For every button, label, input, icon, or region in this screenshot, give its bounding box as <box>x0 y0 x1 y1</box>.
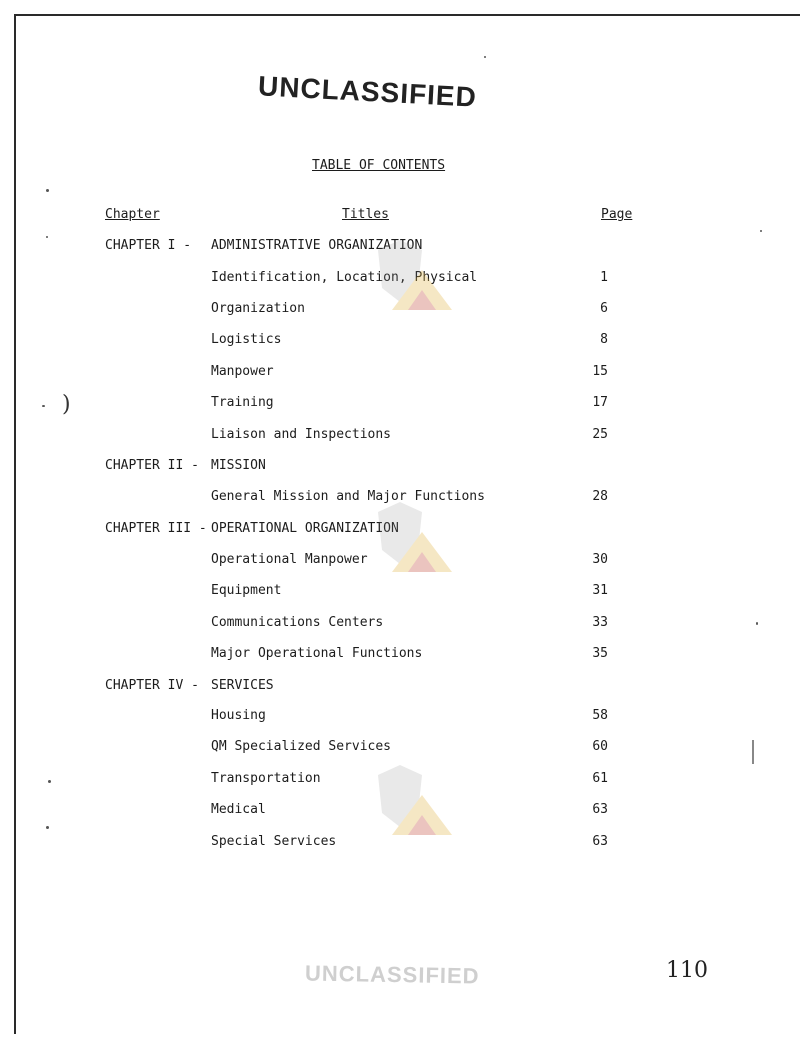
scan-speck <box>484 56 486 58</box>
entry-title: QM Specialized Services <box>211 739 392 754</box>
scan-mark <box>752 740 754 764</box>
scan-speck <box>42 405 45 407</box>
unclassified-stamp-bottom: UNCLASSIFIED <box>304 960 480 989</box>
watermark-logo <box>300 210 500 320</box>
entry-title: Operational Manpower <box>211 552 368 567</box>
entry-page: 31 <box>592 583 608 598</box>
entry-page: 63 <box>592 802 608 817</box>
chapter-label: CHAPTER III - <box>105 521 207 536</box>
page-edge-left <box>14 14 16 1034</box>
toc-title: TABLE OF CONTENTS <box>312 158 446 173</box>
entry-page: 6 <box>600 301 608 316</box>
watermark-emblem-icon <box>300 735 500 845</box>
entry-page: 25 <box>592 427 608 442</box>
entry-page: 61 <box>592 771 608 786</box>
watermark-emblem-icon <box>300 472 500 582</box>
entry-title: Training <box>211 395 274 410</box>
entry-page: 63 <box>592 834 608 849</box>
entry-title: Logistics <box>211 332 282 347</box>
entry-title: Special Services <box>211 834 337 849</box>
scan-speck <box>48 780 51 783</box>
entry-title: Manpower <box>211 364 274 379</box>
header-page: Page <box>601 207 633 222</box>
watermark-logo <box>300 472 500 582</box>
entry-title: Major Operational Functions <box>211 646 423 661</box>
entry-title: Organization <box>211 301 305 316</box>
watermark-logo <box>300 735 500 845</box>
entry-page: 58 <box>592 708 608 723</box>
entry-title: Housing <box>211 708 266 723</box>
chapter-title: OPERATIONAL ORGANIZATION <box>211 521 399 536</box>
entry-title: Medical <box>211 802 266 817</box>
chapter-title: SERVICES <box>211 678 274 693</box>
entry-title: Liaison and Inspections <box>211 427 392 442</box>
entry-title: Identification, Location, Physical <box>211 270 478 285</box>
header-chapter: Chapter <box>105 207 160 222</box>
scan-speck <box>756 622 758 625</box>
watermark-emblem-icon <box>300 210 500 320</box>
chapter-label: CHAPTER II - <box>105 458 199 473</box>
page-edge-top <box>14 14 800 16</box>
entry-page: 1 <box>600 270 608 285</box>
page-number: 110 <box>666 958 708 983</box>
header-titles: Titles <box>342 207 389 222</box>
entry-page: 8 <box>600 332 608 347</box>
entry-title: Communications Centers <box>211 615 384 630</box>
entry-page: 28 <box>592 489 608 504</box>
entry-title: General Mission and Major Functions <box>211 489 485 504</box>
scan-speck <box>46 189 49 192</box>
chapter-label: CHAPTER IV - <box>105 678 199 693</box>
chapter-title: ADMINISTRATIVE ORGANIZATION <box>211 238 423 253</box>
entry-page: 60 <box>592 739 608 754</box>
chapter-label: CHAPTER I - <box>105 238 192 253</box>
scan-speck <box>46 236 48 238</box>
entry-title: Equipment <box>211 583 282 598</box>
entry-page: 35 <box>592 646 608 661</box>
entry-page: 33 <box>592 615 608 630</box>
unclassified-stamp-top: UNCLASSIFIED <box>257 70 478 113</box>
entry-page: 15 <box>592 364 608 379</box>
bracket-mark: ) <box>62 392 71 417</box>
chapter-title: MISSION <box>211 458 266 473</box>
entry-page: 17 <box>592 395 608 410</box>
scan-speck <box>46 826 49 829</box>
entry-title: Transportation <box>211 771 321 786</box>
entry-page: 30 <box>592 552 608 567</box>
scan-speck <box>760 230 762 232</box>
